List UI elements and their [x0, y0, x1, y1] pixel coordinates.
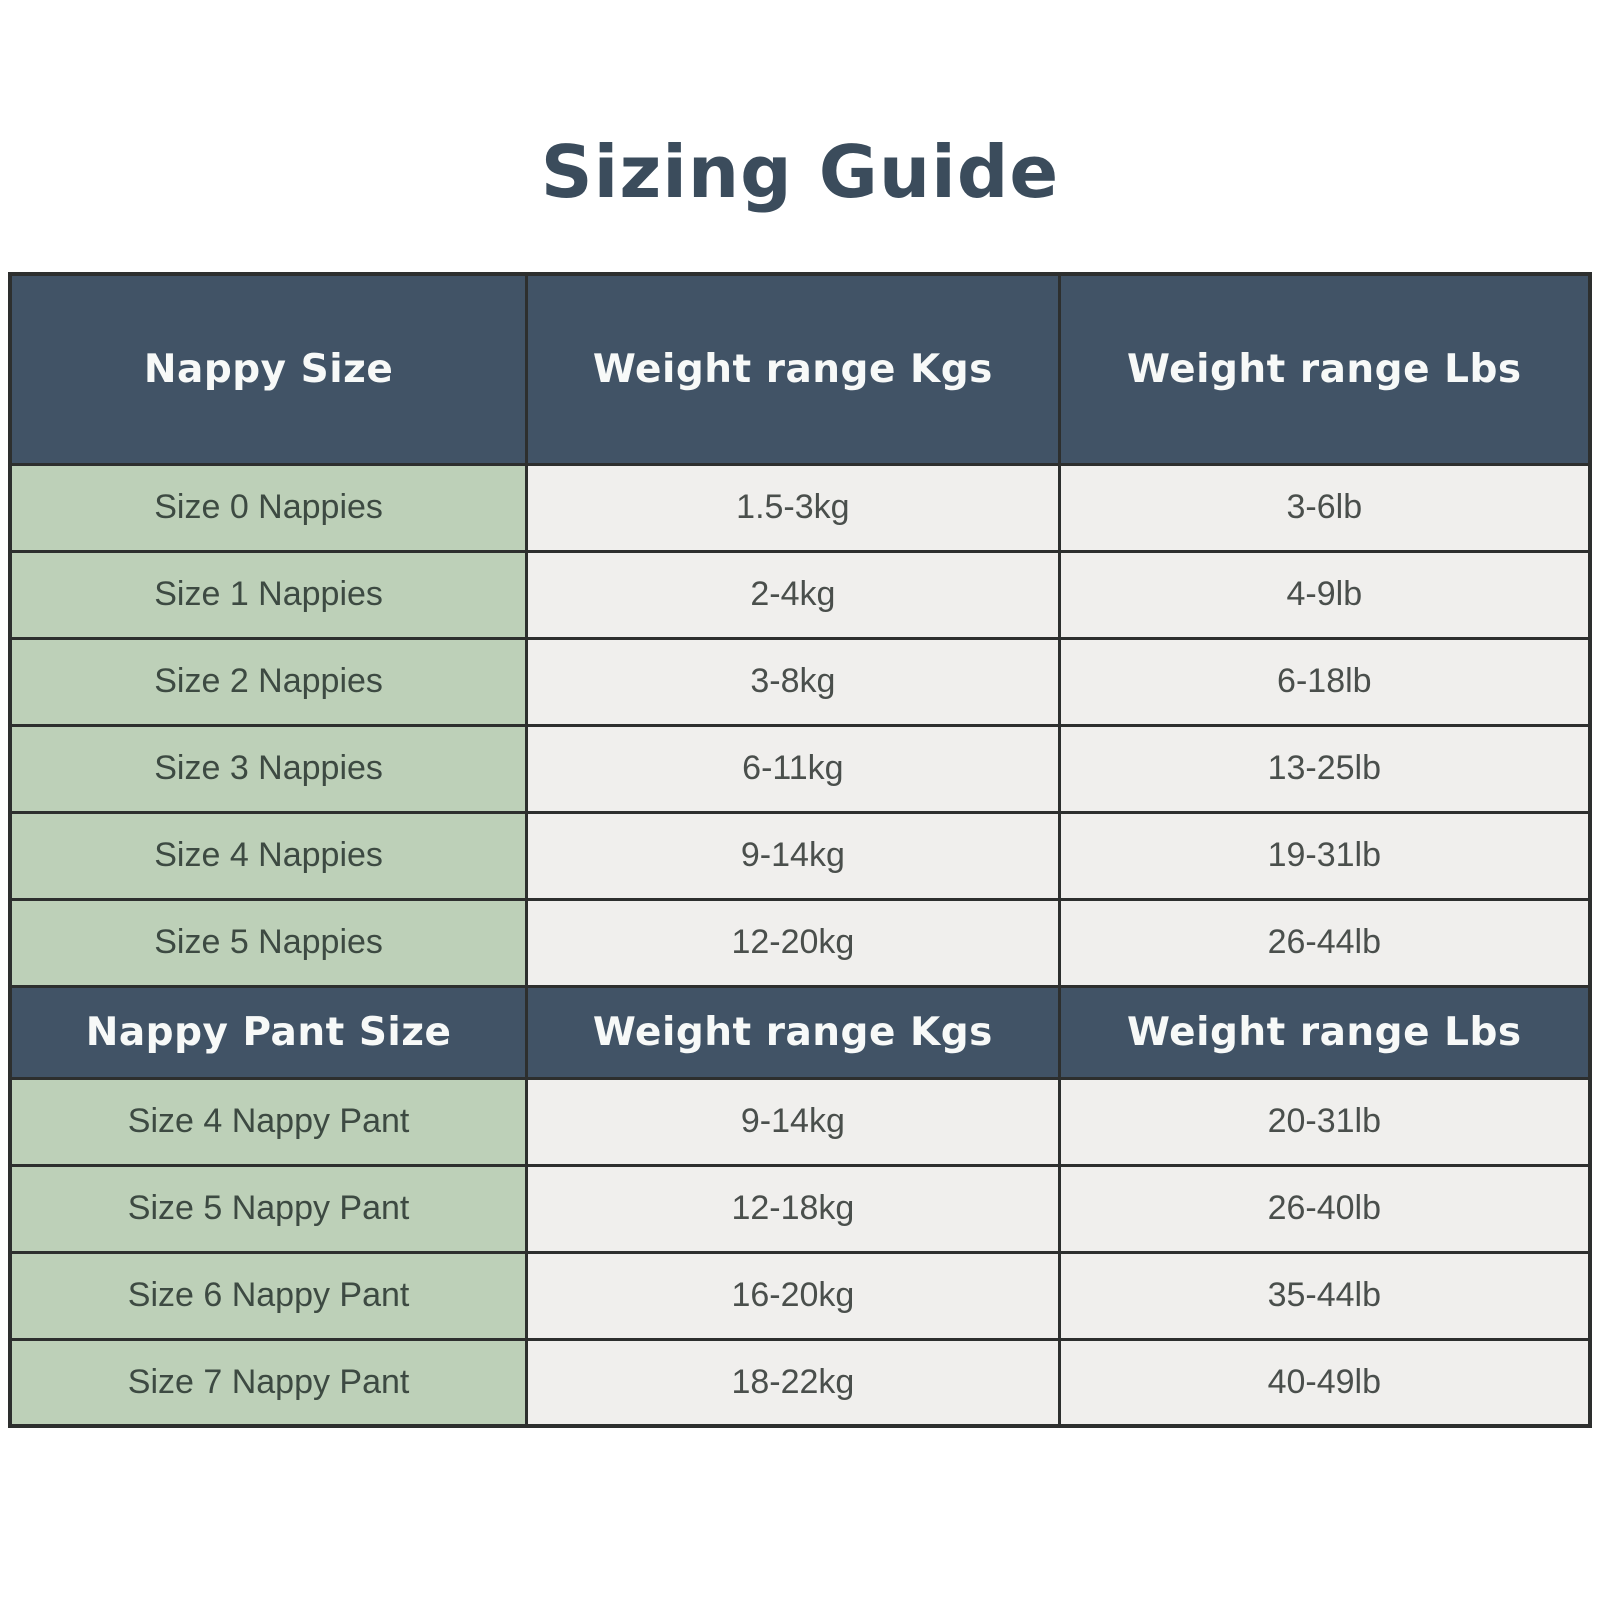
- table-row: [10, 899, 1590, 986]
- weight-lb-cell: 4-9lb: [1059, 551, 1590, 638]
- column-header-weight-lbs: Weight range Lbs: [1059, 274, 1590, 464]
- weight-lb-cell: 26-44lb: [1059, 899, 1590, 986]
- weight-kg-cell: 9-14kg: [527, 1078, 1059, 1165]
- size-label-cell: Size 2 Nappies: [10, 638, 527, 725]
- weight-lb-cell: 13-25lb: [1059, 725, 1590, 812]
- table-row: [10, 1078, 1590, 1165]
- weight-kg-cell: 6-11kg: [527, 725, 1059, 812]
- size-label-cell: Size 4 Nappy Pant: [10, 1078, 527, 1165]
- size-label-cell: Size 6 Nappy Pant: [10, 1252, 527, 1339]
- size-label-cell: Size 5 Nappies: [10, 899, 527, 986]
- table-row: [10, 551, 1590, 638]
- page-title: Sizing Guide: [540, 130, 1060, 214]
- weight-lb-cell: 35-44lb: [1059, 1252, 1590, 1339]
- weight-lb-cell: 20-31lb: [1059, 1078, 1590, 1165]
- nappy-header-row: [10, 274, 1590, 464]
- table-row: [10, 638, 1590, 725]
- weight-kg-cell: 16-20kg: [527, 1252, 1059, 1339]
- table-row: [10, 1339, 1590, 1426]
- table-row: [10, 1252, 1590, 1339]
- weight-lb-cell: 19-31lb: [1059, 812, 1590, 899]
- weight-lb-cell: 40-49lb: [1059, 1339, 1590, 1426]
- sizing-guide-table: [8, 272, 1592, 1428]
- size-label-cell: Size 1 Nappies: [10, 551, 527, 638]
- weight-kg-cell: 9-14kg: [527, 812, 1059, 899]
- weight-lb-cell: 6-18lb: [1059, 638, 1590, 725]
- table-row: [10, 464, 1590, 551]
- weight-kg-cell: 1.5-3kg: [527, 464, 1059, 551]
- column-header-nappy-size: Nappy Size: [10, 274, 527, 464]
- table-row: [10, 725, 1590, 812]
- column-header-weight-kgs: Weight range Kgs: [527, 986, 1059, 1078]
- table-row: [10, 1165, 1590, 1252]
- size-label-cell: Size 0 Nappies: [10, 464, 527, 551]
- weight-lb-cell: 26-40lb: [1059, 1165, 1590, 1252]
- column-header-nappy-pant-size: Nappy Pant Size: [10, 986, 527, 1078]
- table-row: [10, 812, 1590, 899]
- weight-kg-cell: 2-4kg: [527, 551, 1059, 638]
- size-label-cell: Size 3 Nappies: [10, 725, 527, 812]
- weight-lb-cell: 3-6lb: [1059, 464, 1590, 551]
- column-header-weight-kgs: Weight range Kgs: [527, 274, 1059, 464]
- weight-kg-cell: 12-20kg: [527, 899, 1059, 986]
- size-label-cell: Size 4 Nappies: [10, 812, 527, 899]
- weight-kg-cell: 12-18kg: [527, 1165, 1059, 1252]
- nappy-pant-header-row: [10, 986, 1590, 1078]
- column-header-weight-lbs: Weight range Lbs: [1059, 986, 1590, 1078]
- weight-kg-cell: 18-22kg: [527, 1339, 1059, 1426]
- size-label-cell: Size 5 Nappy Pant: [10, 1165, 527, 1252]
- size-label-cell: Size 7 Nappy Pant: [10, 1339, 527, 1426]
- weight-kg-cell: 3-8kg: [527, 638, 1059, 725]
